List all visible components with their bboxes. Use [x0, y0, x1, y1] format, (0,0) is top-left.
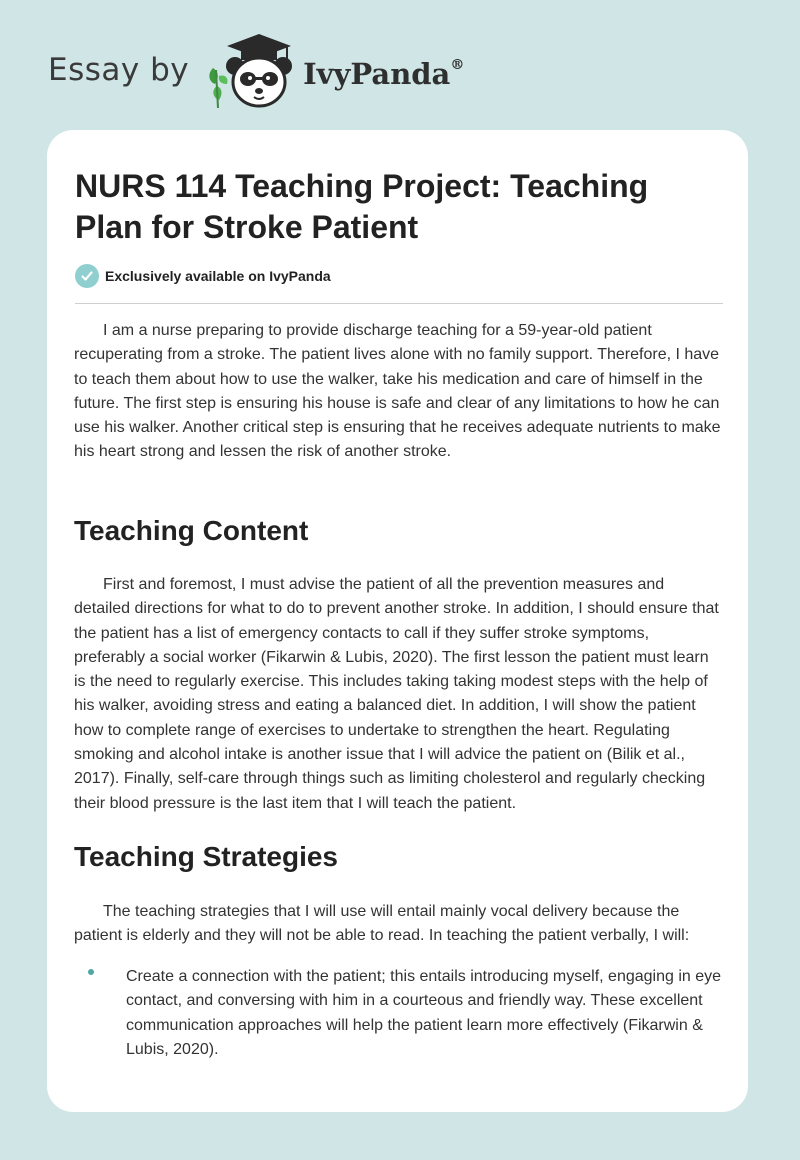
section-heading-teaching-content: Teaching Content — [74, 515, 309, 546]
check-circle-icon — [75, 264, 99, 288]
essay-by-label: Essay by — [48, 52, 190, 88]
intro-paragraph: I am a nurse preparing to provide discharge teaching for a 59-year-old patient recuperating from a stroke. The patient lives alone with no family support. Therefore, I have to teach them about how to use the walker, take his medication and care of himself in the future. The first step is ensuring his house is safe and clear of any limitations to how he can use his walker. Another critical step is ensuring that he receives adequate nutrients to make his heart strong and lessen the risk of another stroke. — [74, 322, 721, 461]
site-header — [48, 30, 464, 110]
essay-card — [47, 130, 748, 1112]
essay-title: NURS 114 Teaching Project: Teaching Plan for Stroke Patient — [75, 168, 649, 245]
brand-name: IvyPanda — [303, 57, 451, 91]
panda-graduate-icon[interactable] — [203, 30, 299, 110]
exclusive-badge — [75, 264, 331, 288]
registered-mark: ® — [450, 57, 465, 74]
teaching-strategies-paragraph: The teaching strategies that I will use will entail mainly vocal delivery because the patient is elderly and they will not be able to read. In teaching the patient verbally, I will: — [74, 903, 690, 945]
list-item-text: Create a connection with the patient; this entails introducing myself, engaging in eye contact, and conversing with him in a courteous and friendly way. These excellent communication approaches will help the patient learn more effectively (Fikarwin & Lubis, 2020). — [126, 968, 722, 1058]
title-divider — [75, 303, 723, 304]
section-heading-teaching-strategies: Teaching Strategies — [74, 841, 339, 872]
ivypanda-brand[interactable] — [303, 57, 464, 91]
exclusive-badge-label: Exclusively available on IvyPanda — [105, 268, 331, 284]
teaching-content-paragraph: First and foremost, I must advise the patient of all the prevention measures and detailed directions for what to do to prevent another stroke. In addition, I should ensure that the patient has a list of emergency contacts to call if they suffer stroke symptoms, preferably a social worker (Fikarwin & Lubis, 2020). The first lesson the patient must learn is the need to regularly exercise. This includes taking taking modest steps with the help of his walker, avoiding stress and eating a balanced diet. In addition, I will show the patient how to complete range of exercises to undertake to strengthen the heart. Regulating smoking and alcohol intake is another issue that I will advice the patient on (Bilik et al., 2017). Finally, self-care through things such as limiting cholesterol and regularly checking their blood pressure is the last item that I will teach the patient. — [74, 576, 719, 812]
bullet-icon — [88, 969, 94, 975]
list-item — [74, 965, 724, 1062]
